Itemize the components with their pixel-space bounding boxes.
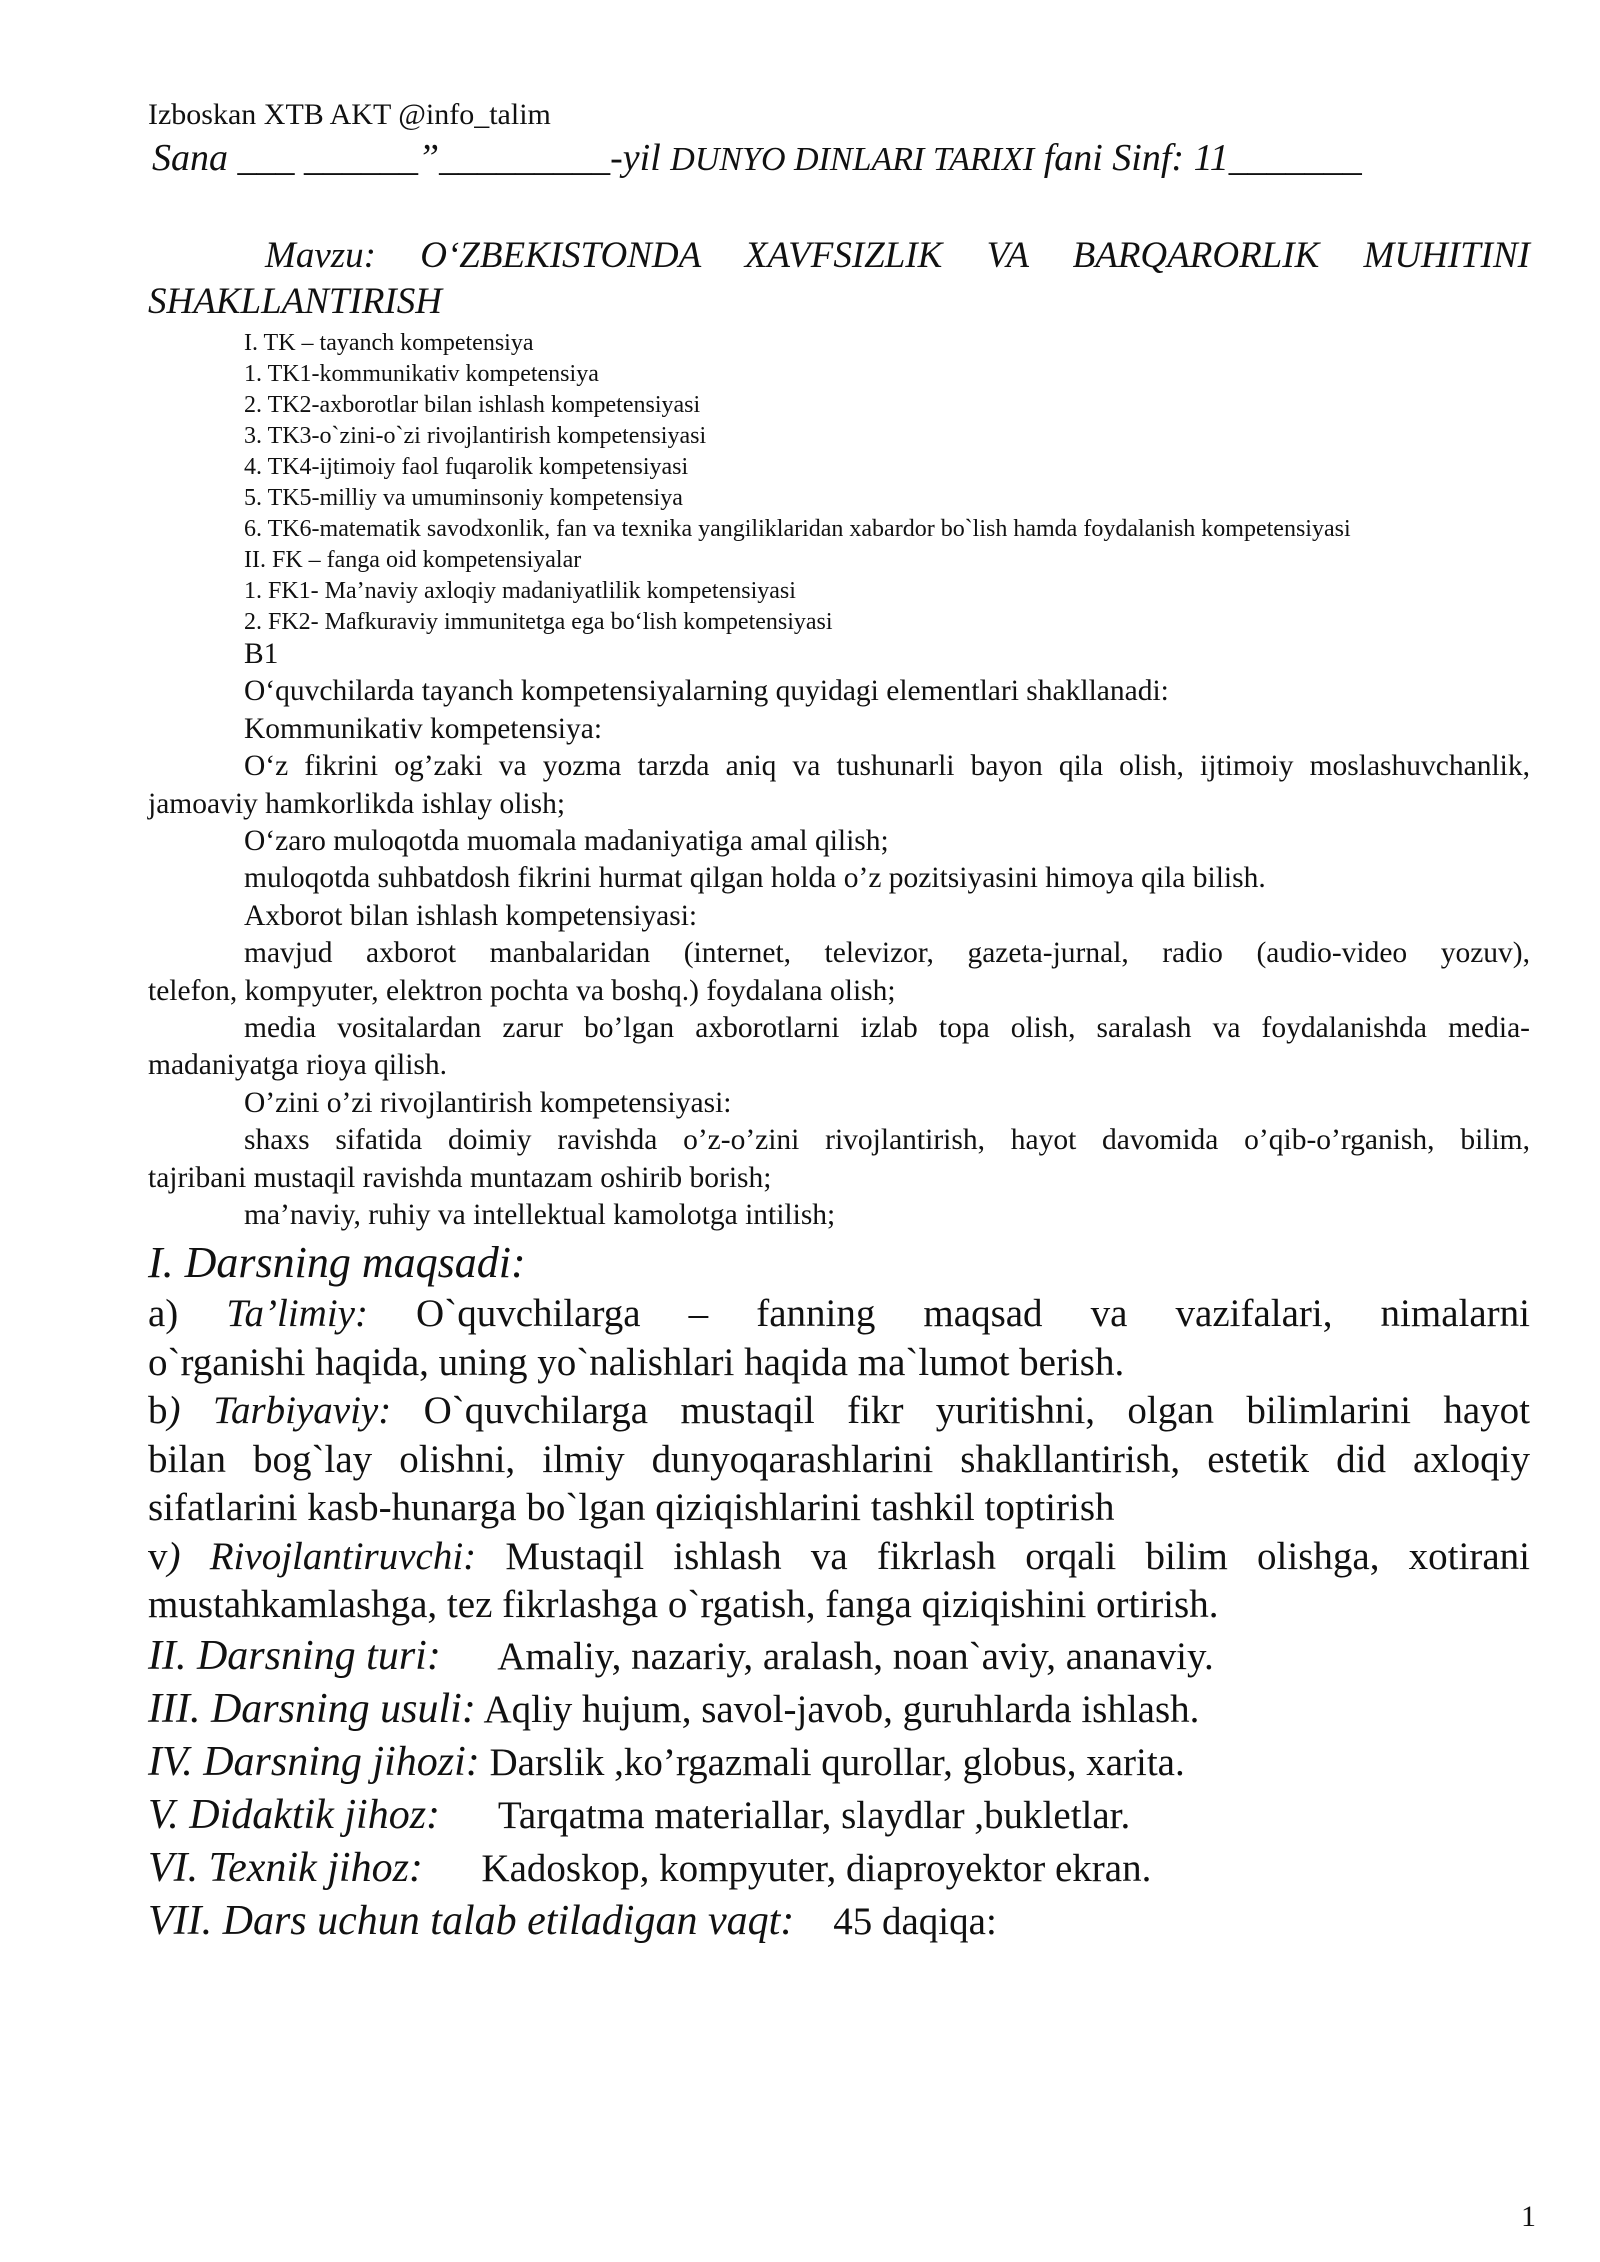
list-item: 1. FK1- Ma’naviy axloqiy madaniyatlilik kompetensiyasi bbox=[244, 578, 796, 604]
paragraph-line: O‘z fikrini og’zaki va yozma tarzda aniq va tushunarli bayon qila olish, ijtimoiy moslashuvchanlik, bbox=[244, 750, 1530, 783]
list-item: I. TK – tayanch kompetensiya bbox=[244, 330, 534, 356]
section-value: Amaliy, nazariy, aralash, noan`aviy, ananaviy. bbox=[497, 1634, 1214, 1678]
lesson-time-row bbox=[148, 1895, 1530, 1948]
goal-b-label: ) Tarbiyaviy: bbox=[167, 1389, 392, 1432]
lesson-method-row bbox=[148, 1683, 1530, 1736]
section-label: VI. Texnik jihoz: bbox=[148, 1844, 423, 1891]
paragraph-line: media vositalardan zarur bo’lgan axborotlarni izlab topa olish, saralash va foydalanishda media- bbox=[244, 1012, 1530, 1045]
goal-b-line-2: bilan bog`lay olishni, ilmiy dunyoqarashlarini shakllantirish, estetik did axloqiy bbox=[148, 1437, 1530, 1481]
paragraph-line: ma’naviy, ruhiy va intellektual kamolotga intilish; bbox=[244, 1199, 836, 1232]
paragraph-line: madaniyatga rioya qilish. bbox=[148, 1049, 448, 1082]
goal-a-line-1 bbox=[148, 1290, 1530, 1339]
goal-a-text: O`quvchilarga – fanning maqsad va vazifalari, nimalarni bbox=[416, 1292, 1531, 1335]
goal-a-line-2: o`rganishi haqida, uning yo`nalishlari haqida ma`lumot berish. bbox=[148, 1340, 1125, 1384]
lesson-goals bbox=[148, 1236, 1530, 1948]
goals-heading: I. Darsning maqsadi: bbox=[148, 1238, 526, 1287]
paragraph-line: jamoaviy hamkorlikda ishlay olish; bbox=[148, 787, 566, 820]
list-item: 4. TK4-ijtimoiy faol fuqarolik kompetensiyasi bbox=[244, 454, 689, 480]
list-item: 1. TK1-kommunikativ kompetensiya bbox=[244, 361, 599, 387]
source-line: Izboskan XTB AKT @info_talim bbox=[148, 98, 551, 131]
list-item: 2. TK2-axborotlar bilan ishlash kompetensiyasi bbox=[244, 392, 701, 418]
goal-v-prefix: v bbox=[148, 1534, 168, 1578]
goal-b-line-3: sifatlarini kasb-hunarga bo`lgan qiziqishlarini tashkil toptirish bbox=[148, 1486, 1115, 1529]
paragraph-line: tajribani mustaqil ravishda muntazam oshirib borish; bbox=[148, 1161, 772, 1194]
goal-v-label: ) Rivojlantiruvchi: bbox=[167, 1534, 477, 1578]
section-value: 45 daqiqa: bbox=[833, 1899, 997, 1943]
section-value: Aqliy hujum, savol-javob, guruhlarda ishlash. bbox=[483, 1687, 1200, 1731]
goal-v-line-2: mustahkamlashga, tez fikrlashga o`rgatish, fanga qiziqishini ortirish. bbox=[148, 1583, 1219, 1626]
topic-line-2: SHAKLLANTIRISH bbox=[148, 281, 442, 322]
goal-a-label: Ta’limiy: bbox=[226, 1292, 368, 1335]
section-label: V. Didaktik jihoz: bbox=[148, 1791, 441, 1838]
technical-equipment-row bbox=[148, 1842, 1530, 1895]
list-item: 2. FK2- Mafkuraviy immunitetga ega bo‘lish kompetensiyasi bbox=[244, 609, 833, 635]
list-item: 6. TK6-matematik savodxonlik, fan va texnika yangiliklaridan xabardor bo`lish hamda foydalanish kompetensiyasi bbox=[244, 516, 1351, 542]
lesson-type-row bbox=[148, 1630, 1530, 1683]
section-value: Darslik ,ko’rgazmali qurollar, globus, xarita. bbox=[489, 1740, 1185, 1784]
section-value: Kadoskop, kompyuter, diaproyektor ekran. bbox=[481, 1846, 1152, 1890]
didactic-equipment-row bbox=[148, 1789, 1530, 1842]
goal-b-line-1 bbox=[148, 1387, 1530, 1436]
date-subject-line bbox=[152, 136, 1362, 180]
section-value: Tarqatma materiallar, slaydlar ,bukletlar. bbox=[497, 1793, 1131, 1837]
list-item: 3. TK3-o`zini-o`zi rivojlantirish kompetensiyasi bbox=[244, 423, 707, 449]
section-label: II. Darsning turi: bbox=[148, 1632, 441, 1679]
page-number: 1 bbox=[1521, 2200, 1536, 2233]
goal-v-text: Mustaqil ishlash va fikrlash orqali bilim olishga, xotirani bbox=[505, 1534, 1530, 1578]
paragraph-line: telefon, kompyuter, elektron pochta va boshq.) foydalana olish; bbox=[148, 974, 896, 1007]
kommunikativ-title: Kommunikativ kompetensiya: bbox=[244, 712, 603, 745]
b1-label: B1 bbox=[244, 638, 279, 670]
list-item: 5. TK5-milliy va umuminsoniy kompetensiya bbox=[244, 485, 683, 511]
section-label: IV. Darsning jihozi: bbox=[148, 1738, 480, 1785]
topic-line-1: Mavzu: O‘ZBEKISTONDA XAVFSIZLIK VA BARQARORLIK MUHITINI bbox=[265, 235, 1530, 276]
ozini-title: O’zini o’zi rivojlantirish kompetensiyasi: bbox=[244, 1086, 732, 1119]
paragraph-line: O‘zaro muloqotda muomala madaniyatiga amal qilish; bbox=[244, 825, 889, 858]
goal-a-prefix: a) bbox=[148, 1292, 179, 1335]
paragraph-line: shaxs sifatida doimiy ravishda o’z-o’zini rivojlantirish, hayot davomida o’qib-o’rganish, bilim, bbox=[244, 1124, 1530, 1157]
paragraph-line: mavjud axborot manbalaridan (internet, televizor, gazeta-jurnal, radio (audio-video yozuv), bbox=[244, 937, 1530, 970]
paragraph-line: muloqotda suhbatdosh fikrini hurmat qilgan holda o’z pozitsiyasini himoya qila bilish. bbox=[244, 862, 1266, 895]
intro-text: O‘quvchilarda tayanch kompetensiyalarning quyidagi elementlari shakllanadi: bbox=[244, 675, 1169, 708]
lesson-equipment-row bbox=[148, 1736, 1530, 1789]
competency-elements bbox=[148, 636, 1530, 1235]
section-label: VII. Dars uchun talab etiladigan vaqt: bbox=[148, 1897, 795, 1944]
list-item: II. FK – fanga oid kompetensiyalar bbox=[244, 547, 582, 573]
axborot-title: Axborot bilan ishlash kompetensiyasi: bbox=[244, 899, 698, 932]
sana-field: Sana ___ ______”_________-yil bbox=[152, 137, 661, 179]
goal-b-text: O`quvchilarga mustaqil fikr yuritishni, olgan bilimlarini hayot bbox=[423, 1389, 1530, 1432]
subject-name: DUNYO DINLARI TARIXI bbox=[670, 141, 1035, 178]
section-label: III. Darsning usuli: bbox=[148, 1685, 476, 1732]
competency-list bbox=[244, 328, 1351, 638]
goal-b-prefix: b bbox=[148, 1389, 168, 1432]
goal-v-line-1 bbox=[148, 1533, 1530, 1582]
lesson-topic bbox=[148, 233, 1530, 325]
sinf-field: fani Sinf: 11_______ bbox=[1043, 137, 1362, 179]
